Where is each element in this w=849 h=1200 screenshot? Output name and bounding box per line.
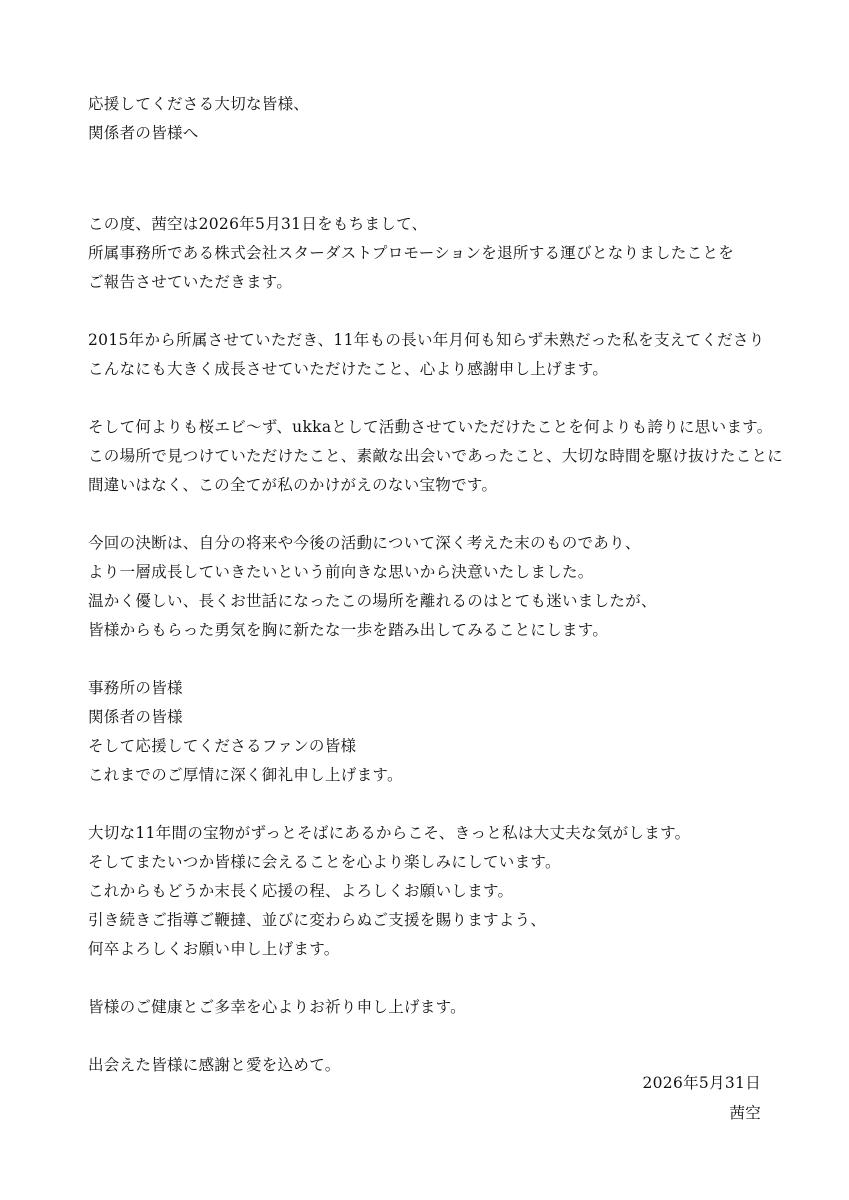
paragraph-wishes [88, 993, 778, 1022]
text-line: こんなにも大きく成長させていただけたこと、心より感謝申し上げます。 [88, 360, 609, 378]
text-line: 引き続きご指導ご鞭撻、並びに変わらぬご支援を賜りますよう、 [88, 911, 547, 929]
text-line: 皆様のご健康とご多幸を心よりお祈り申し上げます。 [88, 998, 466, 1016]
text-line: この場所で見つけていただけたこと、素敵な出会いであったこと、大切な時間を駆け抜けたことに [88, 447, 784, 465]
salutation [88, 90, 778, 148]
text-line: 事務所の皆様 [88, 679, 183, 697]
text-line: 2015年から所属させていただき、11年もの長い年月何も知らず未熟だった私を支えてくださり [88, 331, 765, 349]
text-line: 間違いはなく、この全てが私のかけがえのない宝物です。 [88, 476, 498, 494]
text-line: 所属事務所である株式会社スターダストプロモーションを退所する運びとなりましたことを [88, 244, 735, 262]
signature-date: 2026年5月31日 [642, 1074, 761, 1092]
text-line: そして何よりも桜エビ〜ず、ukkaとして活動させていただけたことを何よりも誇りに思います。 [88, 418, 773, 436]
text-line: 皆様からもらった勇気を胸に新たな一歩を踏み出してみることにします。 [88, 621, 609, 639]
paragraph-future [88, 819, 778, 964]
signature-block [642, 1068, 761, 1128]
text-line: 何卒よろしくお願い申し上げます。 [88, 940, 340, 958]
text-line: 関係者の皆様 [88, 708, 183, 726]
letter-body [88, 90, 784, 1080]
paragraph-gratitude [88, 326, 778, 384]
paragraph-thanks-list [88, 674, 778, 790]
paragraph-decision [88, 529, 778, 645]
text-line: ご報告させていただきます。 [88, 273, 293, 291]
text-line: これまでのご厚情に深く御礼申し上げます。 [88, 766, 403, 784]
salutation-line: 応援してくださる大切な皆様、 [88, 95, 310, 113]
text-line: これからもどうか末長く応援の程、よろしくお願いします。 [88, 882, 514, 900]
text-line: 大切な11年間の宝物がずっとそばにあるからこそ、きっと私は大丈夫な気がします。 [88, 824, 691, 842]
paragraph-pride [88, 413, 784, 500]
text-line: 今回の決断は、自分の将来や今後の活動について深く考えた末のものであり、 [88, 534, 641, 552]
text-line: 出会えた皆様に感謝と愛を込めて。 [88, 1056, 341, 1074]
paragraph-announcement [88, 210, 778, 297]
salutation-line: 関係者の皆様へ [88, 124, 199, 142]
text-line: そしてまたいつか皆様に会えることを心より楽しみにしています。 [88, 853, 561, 871]
text-line: そして応援してくださるファンの皆様 [88, 737, 357, 755]
signature-name: 茜空 [729, 1104, 761, 1122]
text-line: この度、茜空は2026年5月31日をもちまして、 [88, 215, 428, 233]
text-line: より一層成長していきたいという前向きな思いから決意いたしました。 [88, 563, 594, 581]
text-line: 温かく優しい、長くお世話になったこの場所を離れるのはとても迷いましたが、 [88, 592, 657, 610]
